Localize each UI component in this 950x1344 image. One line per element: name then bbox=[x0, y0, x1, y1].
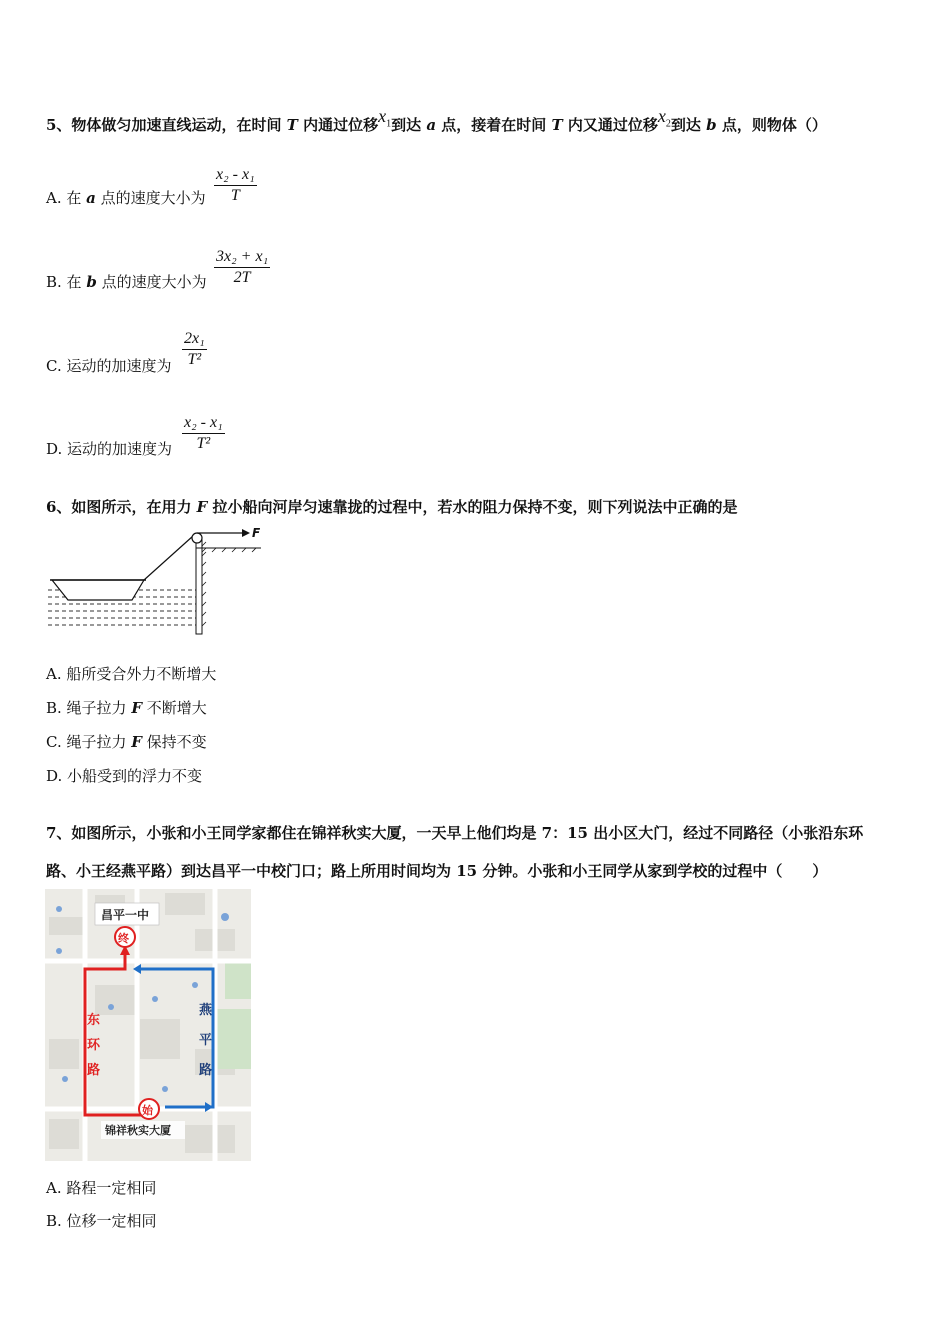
yanping-road-label-1: 燕 bbox=[199, 1003, 213, 1018]
question-7-stem-line2: 路、小王经燕平路）到达昌平一中校门口；路上所用时间均为 15 分钟。小张和小王同学从家到学校的过程中（ ） bbox=[46, 862, 828, 880]
q6-option-a[interactable]: A. 船所受合外力不断增大 bbox=[46, 665, 217, 683]
route-map-figure bbox=[45, 889, 251, 1161]
boat-pulling-figure bbox=[46, 526, 266, 636]
school-label: 昌平一中 bbox=[101, 908, 150, 922]
rope-line bbox=[144, 536, 193, 580]
east-road-label-3: 路 bbox=[87, 1063, 101, 1078]
svg-text:始: 始 bbox=[142, 1104, 153, 1117]
q5-option-d-fraction: $\frac{\text{x₂ - x₁}}{\text{T²}}$ bbox=[184, 414, 223, 452]
yanping-road-label-2: 平 bbox=[199, 1033, 213, 1048]
question-5-stem: 5、物体做匀加速直线运动，在时间 T 内通过位移$x_1$到达 a 点，接着在时间 T 内又通过位移$x_2$到达 b 点，则物体（） bbox=[46, 106, 827, 134]
q7-option-a[interactable]: A. 路程一定相同 bbox=[46, 1179, 157, 1197]
building-label: 锦祥秋实大厦 bbox=[105, 1124, 171, 1137]
q5-option-c-fraction: $\frac{\text{2x₁}}{\text{T²}}$ bbox=[184, 330, 205, 368]
question-6-stem: 6、如图所示，在用力 F 拉小船向河岸匀速靠拢的过程中，若水的阻力保持不变，则下列说法中正确的是 bbox=[46, 498, 738, 516]
yanping-road-label-3: 路 bbox=[199, 1063, 213, 1078]
q7-option-b[interactable]: B. 位移一定相同 bbox=[46, 1212, 157, 1230]
svg-text:终: 终 bbox=[118, 932, 129, 945]
q6-option-c[interactable]: C. 绳子拉力 F 保持不变 bbox=[46, 733, 207, 751]
q5-option-c[interactable]: C. 运动的加速度为 bbox=[46, 357, 172, 375]
x1-variable: $x_1$ bbox=[378, 106, 392, 130]
q5-option-a[interactable]: A. 在 a 点的速度大小为 bbox=[46, 189, 206, 207]
east-road-label-2: 环 bbox=[87, 1038, 101, 1053]
pulley-circle bbox=[192, 533, 202, 543]
x2-variable: $x_2$ bbox=[657, 106, 671, 130]
question-7-stem-line1: 7、如图所示，小张和小王同学家都住在锦祥秋实大厦，一天早上他们均是 7：15 出小区大门，经过不同路径（小张沿东环 bbox=[46, 824, 864, 842]
force-label: F bbox=[252, 526, 261, 540]
boat-shape bbox=[52, 580, 144, 600]
q5-option-b-fraction: $\frac{\text{3x₂ + x₁}}{2T}$ bbox=[216, 248, 269, 286]
q6-option-d[interactable]: D. 小船受到的浮力不变 bbox=[46, 767, 203, 785]
q5-option-a-fraction: $\frac{\text{x₂ - x₁}}{T}$ bbox=[216, 166, 255, 204]
east-road-label-1: 东 bbox=[87, 1013, 101, 1028]
q5-option-d[interactable]: D. 运动的加速度为 bbox=[46, 440, 173, 458]
q6-option-b[interactable]: B. 绳子拉力 F 不断增大 bbox=[46, 699, 207, 717]
q5-option-b[interactable]: B. 在 b 点的速度大小为 bbox=[46, 273, 207, 291]
